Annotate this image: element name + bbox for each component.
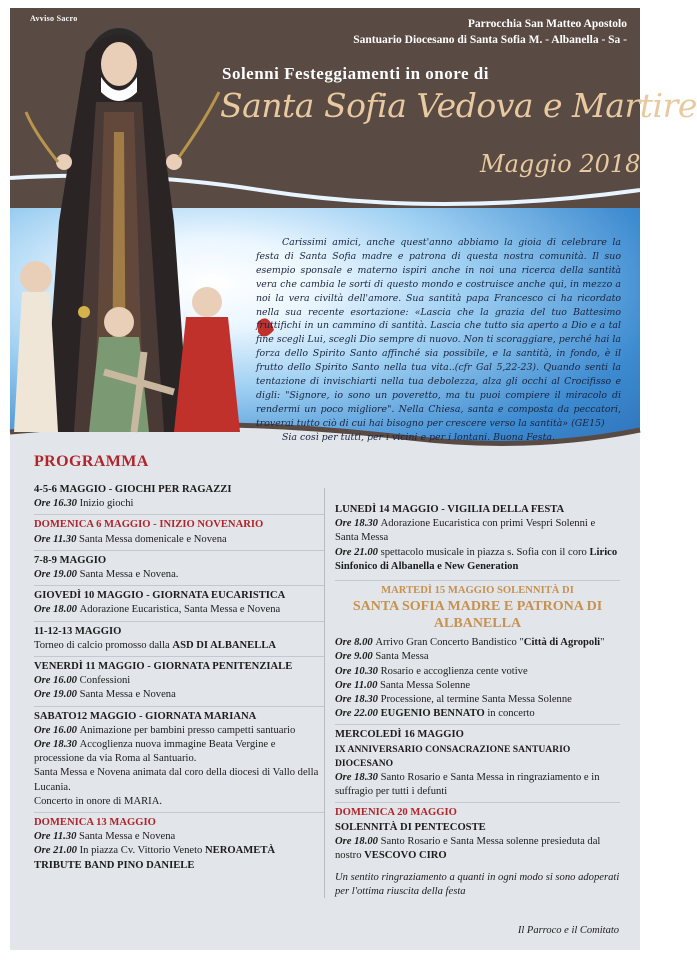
program-time: Ore 11.30 <box>34 533 80 545</box>
program-time: Ore 16.00 <box>34 724 80 736</box>
program-highlight: Città di Agropoli <box>523 637 601 649</box>
program-text: Animazione per bambini presso campetti santuario <box>79 724 296 736</box>
intro-letter <box>256 236 621 445</box>
program-line <box>335 679 620 693</box>
program-highlight: VESCOVO CIRO <box>364 850 447 862</box>
program-line <box>335 517 620 545</box>
program-left-column <box>34 483 324 873</box>
tuesday-lines <box>335 636 620 721</box>
program-day-heading: SABATO12 MAGGIO - GIORNATA MARIANA <box>34 710 257 722</box>
program-text: Adorazione Eucaristica con primi Vespri Solenni e Santa Messa <box>335 518 596 544</box>
wednesday-heading: MERCOLEDÌ 16 MAGGIO <box>335 729 464 741</box>
program-section <box>34 550 324 582</box>
program-line <box>335 835 620 863</box>
program-line <box>34 674 324 688</box>
program-line <box>34 603 324 617</box>
sunday-lines <box>335 835 620 863</box>
program-time: Ore 21.00 <box>34 845 80 857</box>
program-line <box>34 688 324 702</box>
program-text: spettacolo musicale in piazza s. Sofia con il coro <box>380 546 590 558</box>
program-day-heading: GIOVEDÌ 10 MAGGIO - GIORNATA EUCARISTICA <box>34 590 286 602</box>
program-text-tail: in concerto <box>484 708 535 720</box>
program-text: Torneo di calcio promosso dalla <box>34 639 173 651</box>
parish-name: Parrocchia San Matteo Apostolo <box>467 18 627 30</box>
monday-lines <box>335 517 620 574</box>
program-line <box>335 636 620 650</box>
program-time: Ore 16.30 <box>34 498 80 510</box>
program-text: Santa Messa Solenne <box>380 679 471 691</box>
program-time: Ore 10.30 <box>335 665 381 677</box>
program-section <box>34 483 324 511</box>
program-line <box>34 766 324 794</box>
wednesday-section <box>335 724 620 799</box>
program-text: Concerto in onore di MARIA. <box>34 795 162 807</box>
signature: Il Parroco e il Comitato <box>517 925 619 936</box>
program-line <box>34 795 324 809</box>
program-line <box>335 650 620 664</box>
program-text: Rosario e accoglienza cente votive <box>380 665 528 677</box>
program-line <box>335 693 620 707</box>
program-time: Ore 18.00 <box>335 835 381 847</box>
program-highlight: ASD DI ALBANELLA <box>172 639 277 651</box>
program-text: Santa Messa domenicale e Novena <box>79 533 227 545</box>
festival-date: Maggio 2018 <box>480 150 641 178</box>
wednesday-lines <box>335 771 620 799</box>
program-line <box>34 830 324 844</box>
program-right-column <box>335 503 620 900</box>
program-day-heading: 7-8-9 MAGGIO <box>34 554 107 566</box>
program-time: Ore 21.00 <box>335 546 381 558</box>
monday-heading: LUNEDÌ 14 MAGGIO - VIGILIA DELLA FESTA <box>335 504 565 515</box>
program-line <box>335 546 620 574</box>
tuesday-section <box>335 580 620 721</box>
program-text: Accoglienza nuova immagine Beata Vergine e processione da via Roma al Santuario. <box>34 739 276 765</box>
program-line <box>335 707 620 721</box>
program-text: Santa Messa e Novena <box>79 831 176 843</box>
program-text: Santo Rosario e Santa Messa solenne presieduta dal nostro <box>335 835 601 862</box>
program-day-heading: DOMENICA 13 MAGGIO <box>34 817 156 829</box>
program-section <box>34 656 324 703</box>
program-time: Ore 11.00 <box>335 679 381 691</box>
program-line <box>34 724 324 738</box>
program-section <box>34 812 324 873</box>
intro-text: Carissimi amici, anche quest'anno abbiamo la gioia di celebrare la festa di Santa Sofia madre e patrona di questa nostra comunità. Il suo esempio sponsale e materno ispiri anche in noi una ricerca della santità vera che cambia le sorti di questo mondo e costruisce anche qui, in mezzo a noi la vera civiltà dell'amore. Sua santità papa Francesco ci ha ricordato nella sua recente esortazione: «Lascia che la grazia del tuo Battesimo fruttifichi in un cammino di santità. Lascia che tutto sia aperto a Dio e a tal fine scegli Lui, scegli Dio sempre di nuovo. Non ti scoraggiare, perché hai la forza dello Spirito Santo affinché sia possibile, e la santità, in fondo, è il frutto dello Spirito Santo nella tua vita..(cfr Gal 5,22-23). Quando senti la tentazione di invischiarti nella tua debolezza, alza gli occhi al Crocifisso e digli: "Signore, io sono un poveretto, ma tu puoi compiere il miracolo di rendermi un poco migliore". Nella Chiesa, santa e composta da peccatori, troverai tutto ciò di cui hai bisogno per crescere verso la santità» (GE15) <box>256 237 621 429</box>
program-time: Ore 18.00 <box>34 604 80 616</box>
program-line <box>34 639 324 653</box>
program-text: Processione, al termine Santa Messa Solenne <box>380 694 572 706</box>
program-line <box>335 771 620 799</box>
thanks-note: Un sentito ringraziamento a quanti in ogni modo si sono adoperati per l'ottima riuscita della festa <box>335 872 620 898</box>
sanctuary-name: Santuario Diocesano di Santa Sofia M. - Albanella - Sa - <box>353 34 627 46</box>
program-text: Santa Messa e Novena. <box>79 569 179 581</box>
program-time: Ore 19.00 <box>34 689 80 701</box>
program-highlight: NEROAMETÀ TRIBUTE BAND PINO DANIELE <box>34 845 276 871</box>
program-time: Ore 22.00 <box>335 708 381 720</box>
program-line <box>34 844 324 872</box>
intro-closing: Sia così per tutti, per i vicini e per i lontani. Buona Festa. <box>282 431 555 443</box>
program-text: Confessioni <box>79 675 131 687</box>
program-day-heading: 11-12-13 MAGGIO <box>34 625 122 637</box>
program-time: Ore 19.00 <box>34 569 80 581</box>
program-text: Santa Messa <box>375 651 429 663</box>
festival-title: Solenni Festeggiamenti in onore di <box>222 64 489 83</box>
program-time: Ore 16.00 <box>34 675 80 687</box>
program-text: Santa Messa e Novena animata dal coro della diocesi di Vallo della Lucania. <box>34 767 319 793</box>
program-time: Ore 8.00 <box>335 637 376 649</box>
program-text: Santo Rosario e Santa Messa in ringraziamento e in suffragio per tutti i defunti <box>335 772 600 798</box>
program-text: Inizio giochi <box>79 498 134 510</box>
program-line <box>34 533 324 547</box>
tuesday-subheading: SANTA SOFIA MADRE E PATRONA DI ALBANELLA <box>352 599 603 632</box>
program-time: Ore 9.00 <box>335 651 376 663</box>
program-line <box>335 665 620 679</box>
column-divider <box>324 488 325 898</box>
program-section <box>34 514 324 546</box>
saint-statue-image <box>14 12 244 452</box>
sunday-section <box>335 802 620 863</box>
program-time: Ore 18.30 <box>335 694 381 706</box>
sunday-subheading: SOLENNITÀ DI PENTECOSTE <box>335 821 486 833</box>
program-text: Arrivo Gran Concerto Bandistico " <box>375 637 524 649</box>
program-line <box>34 568 324 582</box>
sunday-heading: DOMENICA 20 MAGGIO <box>335 807 457 819</box>
program-section <box>34 585 324 617</box>
program-section <box>34 706 324 809</box>
program-time: Ore 18.30 <box>335 518 381 530</box>
program-day-heading: DOMENICA 6 MAGGIO - INIZIO NOVENARIO <box>34 519 264 531</box>
program-time: Ore 11.30 <box>34 831 80 843</box>
program-time: Ore 18.30 <box>34 739 80 751</box>
program-highlight: Lirico Sinfonico di Albanella e New Generation <box>335 546 618 572</box>
wednesday-subheading: IX ANNIVERSARIO CONSACRAZIONE SANTUARIO DIOCESANO <box>335 743 571 769</box>
program-day-heading: 4-5-6 MAGGIO - GIOCHI PER RAGAZZI <box>34 484 232 495</box>
notice-label: Avviso Sacro <box>30 14 78 23</box>
program-time: Ore 18.30 <box>335 772 381 784</box>
saint-name: Santa Sofia Vedova e Martire <box>220 86 697 125</box>
program-line <box>34 738 324 766</box>
program-text-tail: " <box>600 637 605 649</box>
program-section <box>34 621 324 653</box>
program-title: PROGRAMMA <box>34 453 149 470</box>
program-text: Adorazione Eucaristica, Santa Messa e Novena <box>79 604 281 616</box>
program-line <box>34 497 324 511</box>
program-text: Santa Messa e Novena <box>79 689 176 701</box>
program-highlight: EUGENIO BENNATO <box>380 708 485 720</box>
program-text: In piazza Cv. Vittorio Veneto <box>79 845 205 857</box>
tuesday-heading: MARTEDÌ 15 MAGGIO SOLENNITÀ DI <box>381 585 574 597</box>
program-day-heading: VENERDÌ 11 MAGGIO - GIORNATA PENITENZIALE <box>34 661 293 673</box>
